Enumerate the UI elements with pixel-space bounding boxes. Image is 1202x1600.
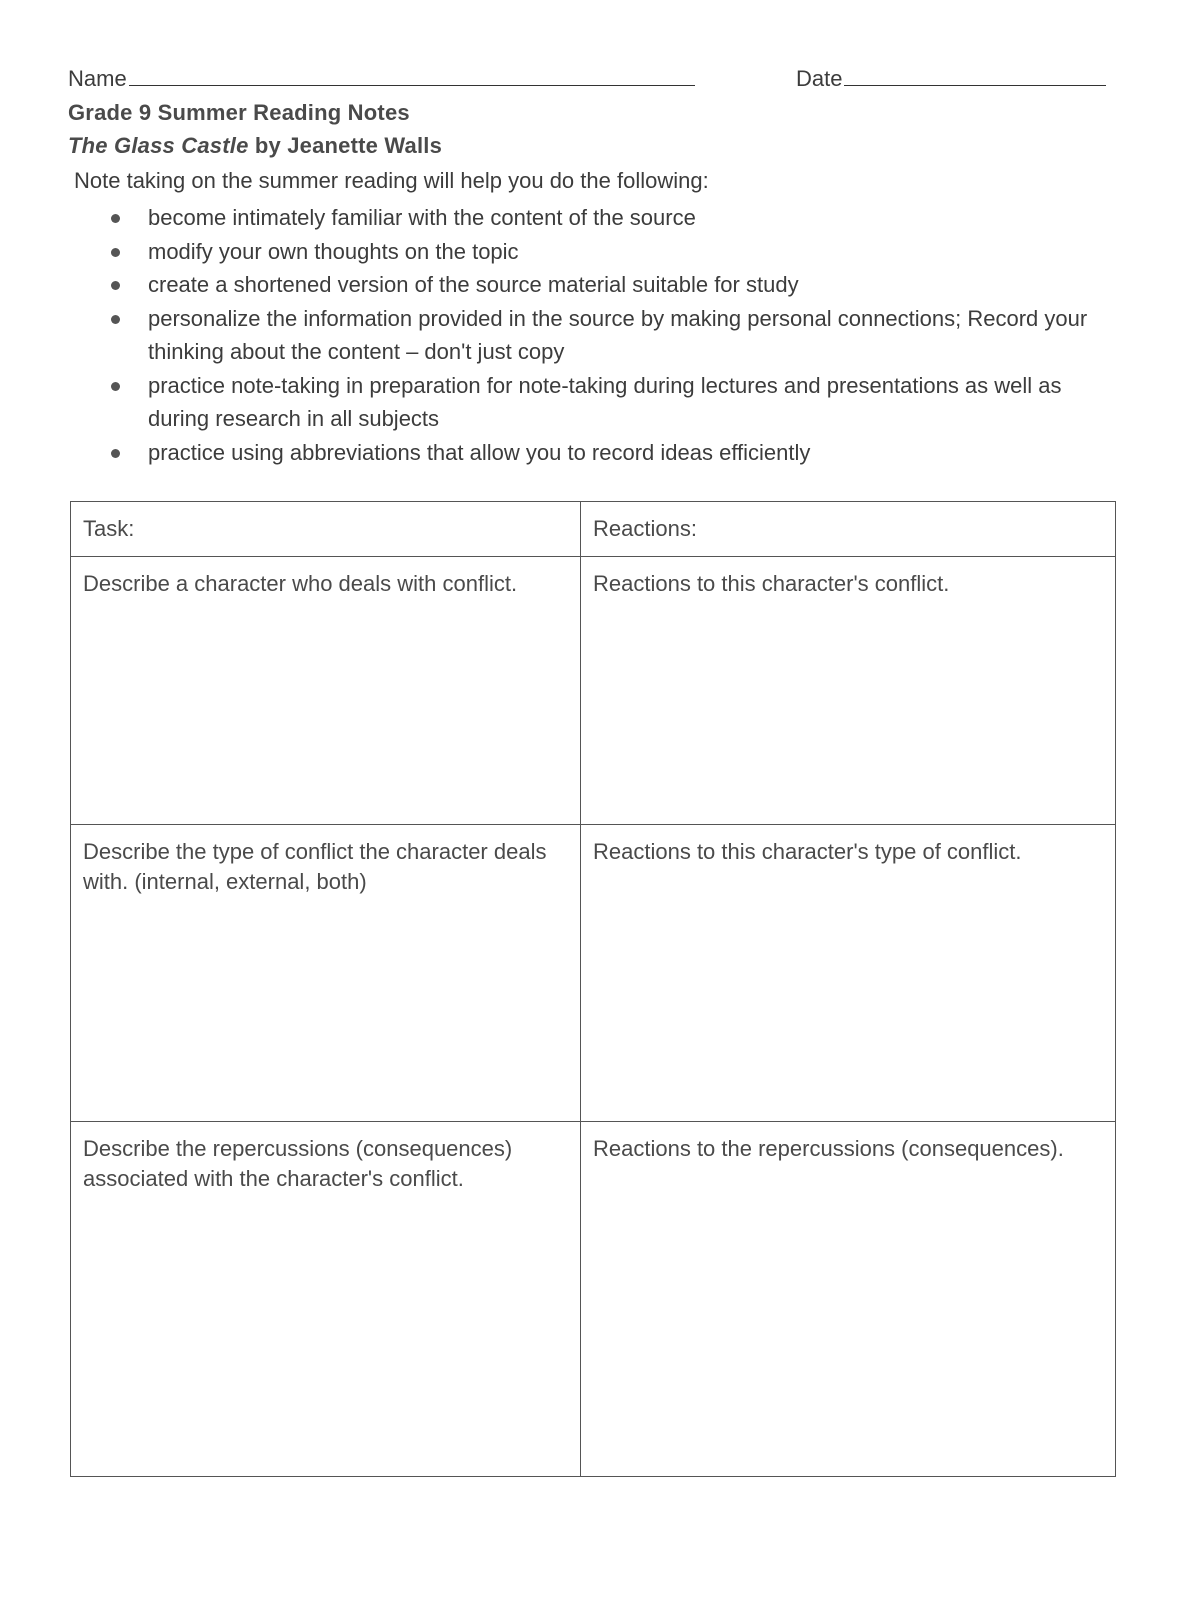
list-item-text: personalize the information provided in the source by making personal connections; Record your thinking about the content – don't just copy xyxy=(148,305,1088,364)
list-item-text: become intimately familiar with the content of the source xyxy=(148,205,696,230)
list-item-text: practice note-taking in preparation for note-taking during lectures and presentations as well as during research in all subjects xyxy=(148,372,1062,431)
bullet-icon xyxy=(111,248,120,257)
date-field xyxy=(796,66,1106,92)
worksheet-title: Grade 9 Summer Reading Notes xyxy=(68,100,410,125)
reaction-cell[interactable]: Reactions to this character's type of conflict. xyxy=(581,825,1116,1122)
benefits-list xyxy=(104,201,1104,469)
bullet-icon xyxy=(111,449,120,458)
notes-table xyxy=(70,501,1116,1477)
name-blank-line[interactable] xyxy=(129,84,695,86)
list-item xyxy=(104,268,1104,302)
list-item xyxy=(104,302,1104,369)
book-line xyxy=(68,133,442,159)
table-row xyxy=(71,557,1116,825)
task-header: Task: xyxy=(71,502,581,557)
table-row xyxy=(71,1122,1116,1477)
bullet-icon xyxy=(111,214,120,223)
date-label: Date xyxy=(796,66,843,91)
task-cell[interactable]: Describe a character who deals with conflict. xyxy=(71,557,581,825)
intro-text: Note taking on the summer reading will help you do the following: xyxy=(74,168,709,193)
reactions-header: Reactions: xyxy=(581,502,1116,557)
reaction-cell[interactable]: Reactions to this character's conflict. xyxy=(581,557,1116,825)
list-item-text: modify your own thoughts on the topic xyxy=(148,238,519,264)
table-row xyxy=(71,825,1116,1122)
list-item-text: practice using abbreviations that allow you to record ideas efficiently xyxy=(148,439,811,465)
date-blank-line[interactable] xyxy=(844,84,1106,86)
task-cell[interactable]: Describe the repercussions (consequences) associated with the character's conflict. xyxy=(71,1122,581,1477)
list-item xyxy=(104,235,1104,269)
list-item xyxy=(104,201,1104,235)
list-item xyxy=(104,436,1104,470)
reaction-cell[interactable]: Reactions to the repercussions (consequences). xyxy=(581,1122,1116,1477)
name-field xyxy=(68,66,695,92)
name-label: Name xyxy=(68,66,127,91)
bullet-icon xyxy=(111,382,120,391)
book-title: The Glass Castle xyxy=(68,133,249,158)
bullet-icon xyxy=(111,281,120,290)
table-header-row xyxy=(71,502,1116,557)
book-author: by Jeanette Walls xyxy=(254,133,443,158)
list-item xyxy=(104,369,1104,436)
bullet-icon xyxy=(111,315,120,324)
list-item-text: create a shortened version of the source material suitable for study xyxy=(148,272,799,297)
task-cell[interactable]: Describe the type of conflict the character deals with. (internal, external, both) xyxy=(71,825,581,1122)
